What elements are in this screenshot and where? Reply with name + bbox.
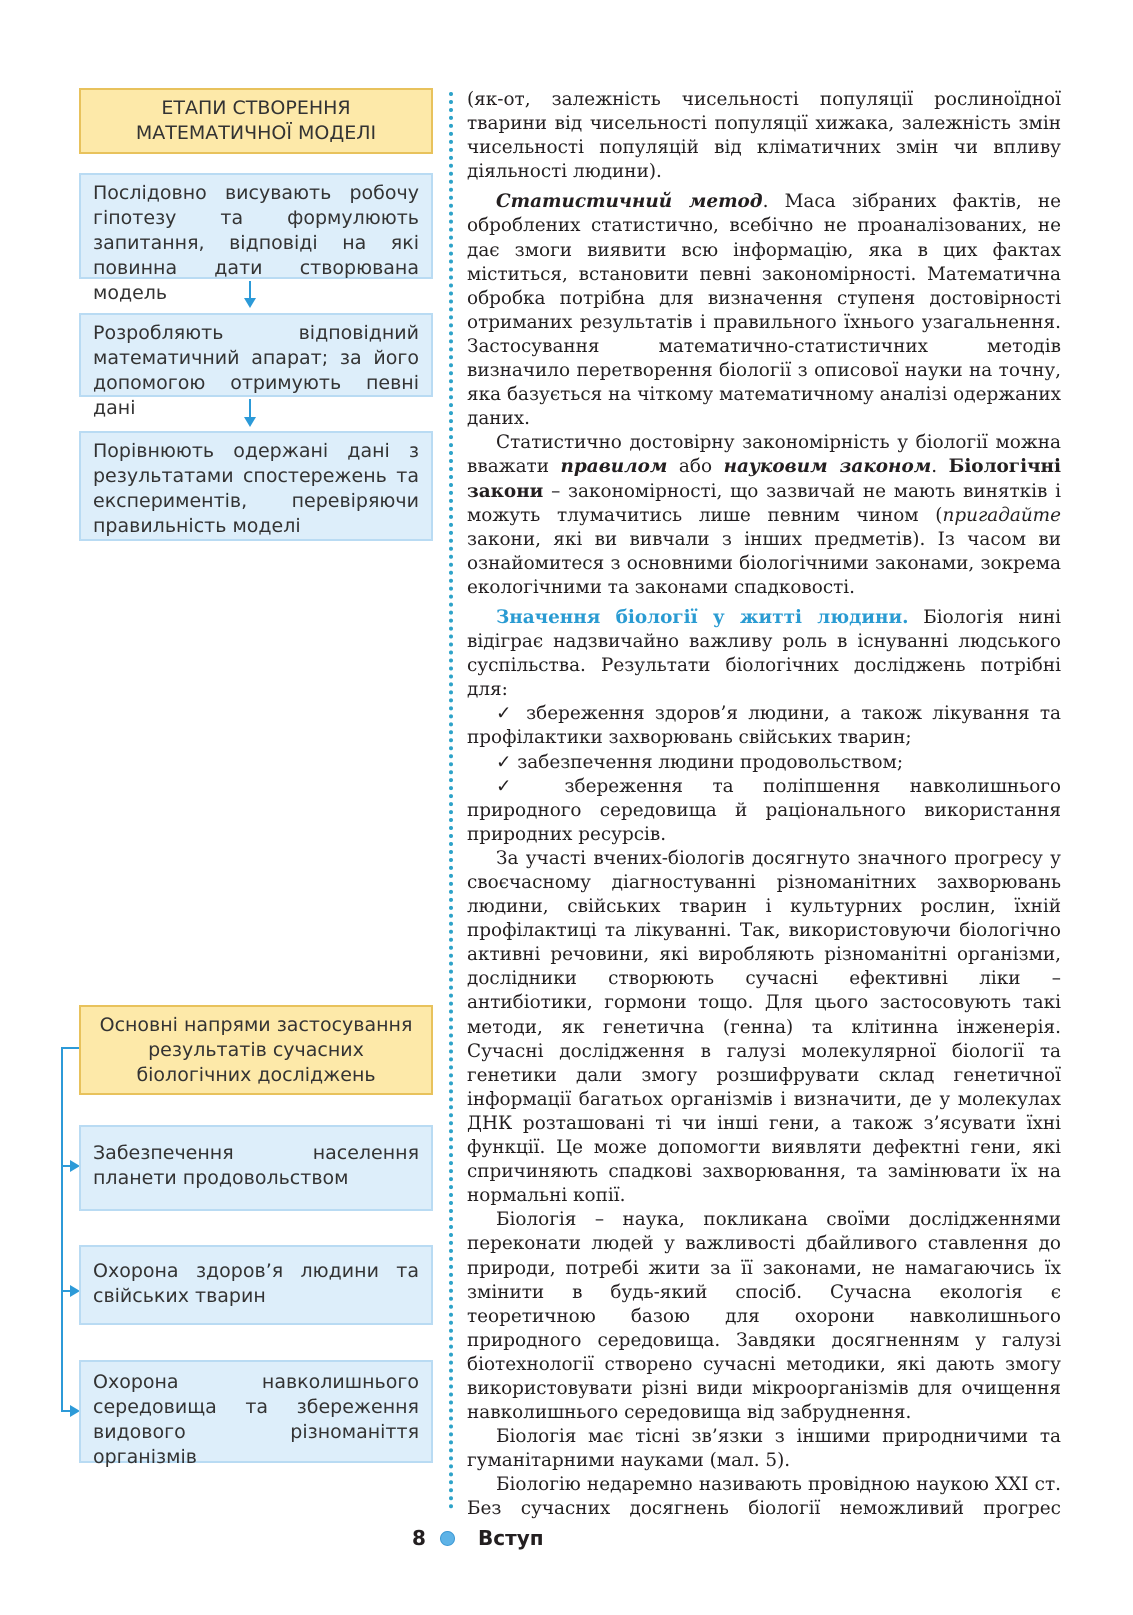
model-stages-header <box>79 88 433 154</box>
term-statistical-method: Статистичний метод <box>496 191 763 213</box>
check-item <box>467 751 1061 775</box>
paragraph-text: закони, які ви вивчали з інших предметів). Із часом ви ознайомитеся з основними біологічними законами, зокрема екологічними та законами спадковості. <box>467 528 1061 598</box>
page-footer <box>0 1526 1133 1554</box>
paragraph-text: Біологія має тісні зв’язки з іншими природничими та гуманітарними науками (мал. 5). <box>467 1426 1061 1472</box>
model-step-2 <box>79 313 433 419</box>
term-scientific-law: науковим законом <box>723 456 932 478</box>
check-icon: ✓ <box>496 703 516 725</box>
check-icon: ✓ <box>496 775 536 797</box>
paragraph-text: або <box>667 456 724 478</box>
direction-text: Охорона здоров’я людини та свійських тварин <box>93 1260 419 1307</box>
check-item-text: збереження та поліпшення навколишнього природного середовища й раціонального використання природних ресурсів. <box>467 775 1061 845</box>
bullet-dot-icon <box>440 1531 455 1546</box>
directions-header-text: Основні напрями застосування результатів сучасних біологічних досліджень <box>99 1013 413 1086</box>
page-number: 8 <box>412 1526 426 1550</box>
model-step-text: Розробляють відповідний математичний апарат; за його допомогою отримують певні дані <box>93 322 419 419</box>
paragraph <box>467 847 1061 1208</box>
model-step-1 <box>79 173 433 304</box>
direction-environment <box>79 1360 433 1468</box>
direction-text: Охорона навколишнього середовища та збереження видового різноманіття організмів <box>93 1371 419 1468</box>
check-item <box>467 775 1061 847</box>
check-item-text: забезпечення людини продовольством; <box>517 751 904 773</box>
directions-header <box>79 1005 433 1095</box>
check-item-text: збереження здоров’я людини, а також лікування та профілактики захворювань свійських тварин; <box>467 703 1061 749</box>
paragraph <box>467 88 1061 184</box>
paragraph-text: Статистично достовірну закономірність у біології можна вважати <box>467 432 1061 478</box>
paragraph <box>467 1473 1061 1521</box>
paragraph-text: – закономірності, що зазвичай не мають винятків і можуть тлумачитись лише певним чином ( <box>467 480 1061 526</box>
term-recall: пригадайте <box>942 504 1061 526</box>
paragraph <box>467 1208 1061 1425</box>
paragraph-text: Біологію недаремно називають провідною наукою XXI ст. Без сучасних досягнень біології неможливий прогрес <box>467 1474 1061 1520</box>
term-biological-laws: Біологічні закони <box>467 456 1061 502</box>
paragraph-text: За участі вчених-біологів досягнуто значного прогресу у своєчасному діагностуванні різноманітних захворювань людини, свійських тварин і культурних рослин, їхній профілактиці та лікуванні. Так, використовуючи біологічно активні речовини, які виробляють різноманітні організми, дослідники створюють сучасні ефективні ліки – антибіотики, гормони тощо. Для цього застосовують такі методи, як генетична (генна) та клітинна інженерія. Сучасні дослідження в галузі молекулярної біології та генетики дали змогу розшифрувати склад генетичної інформації багатьох організмів і визначити, де у молекулах ДНК розташовані ті чи інші гени, а також з’ясувати їхні функції. Це може допомогти виявляти дефектні гени, які спричиняють спадкові захворювання, та замінювати їх на нормальні копії. <box>467 847 1061 1207</box>
check-item <box>467 702 1061 750</box>
direction-health <box>79 1245 433 1325</box>
column-divider <box>449 92 453 1510</box>
paragraph-text: . <box>931 456 949 478</box>
model-step-text: Порівнюють одержані дані з результатами спостережень та експериментів, перевіряючи правильність моделі <box>93 440 419 537</box>
paragraph-text: Біологія – наука, покликана своїми дослідженнями переконати людей у важливості дбайливого ставлення до природи, потребі жити за її законами, не намагаючись їх змінити в будь-який спосіб. Сучасна екологія є теоретичною базою для охорони навколишнього природного середовища. Завдяки досягненням у галузі біотехнології створено сучасні методики, які дають змогу використовувати різні види мікроорганізмів для очищення навколишнього середовища від забруднення. <box>467 1209 1061 1424</box>
paragraph-laws <box>467 431 1061 600</box>
paragraph-importance <box>467 606 1061 702</box>
term-rule: правилом <box>560 456 668 478</box>
model-step-3 <box>79 431 433 541</box>
check-icon: ✓ <box>496 751 512 773</box>
direction-food <box>79 1125 433 1211</box>
paragraph-statistical-method <box>467 190 1061 431</box>
paragraph-text: (як-от, залежність чисельності популяції рослиноїдної тварини від чисельності популяції хижака, залежність змін чисельності популяцій від кліматичних змін чи впливу діяльності людини). <box>467 89 1061 183</box>
paragraph-text: Біологія нині відіграє надзвичайно важливу роль в існуванні людського суспільства. Результати біологічних досліджень потрібні для: <box>467 606 1061 701</box>
paragraph-text: . Маса зібраних фактів, не оброблених статистично, всебічно не проаналізованих, не дає змоги виявити всю інформацію, яка в цих фактах міститься, встановити певні закономірності. Математична обробка потрібна для визначення ступеня достовірності отриманих результатів і правильного їхнього узагальнення. Застосування математично-статистичних методів визначило перетворення біології з описової науки на точну, яка базується на чіткому математичному аналізі одержаних даних. <box>467 191 1062 430</box>
section-heading: Значення біології у житті людини. <box>496 606 909 628</box>
direction-text: Забезпечення населення планети продовольством <box>93 1142 419 1189</box>
model-stages-header-text: ЕТАПИ СТВОРЕННЯ МАТЕМАТИЧНОЇ МОДЕЛІ <box>135 97 377 144</box>
section-name: Вступ <box>478 1526 544 1550</box>
paragraph <box>467 1425 1061 1473</box>
model-step-text: Послідовно висувають робочу гіпотезу та формулюють запитання, відповіді на які повинна дати створювана модель <box>93 182 419 304</box>
body-text <box>467 88 1061 1522</box>
